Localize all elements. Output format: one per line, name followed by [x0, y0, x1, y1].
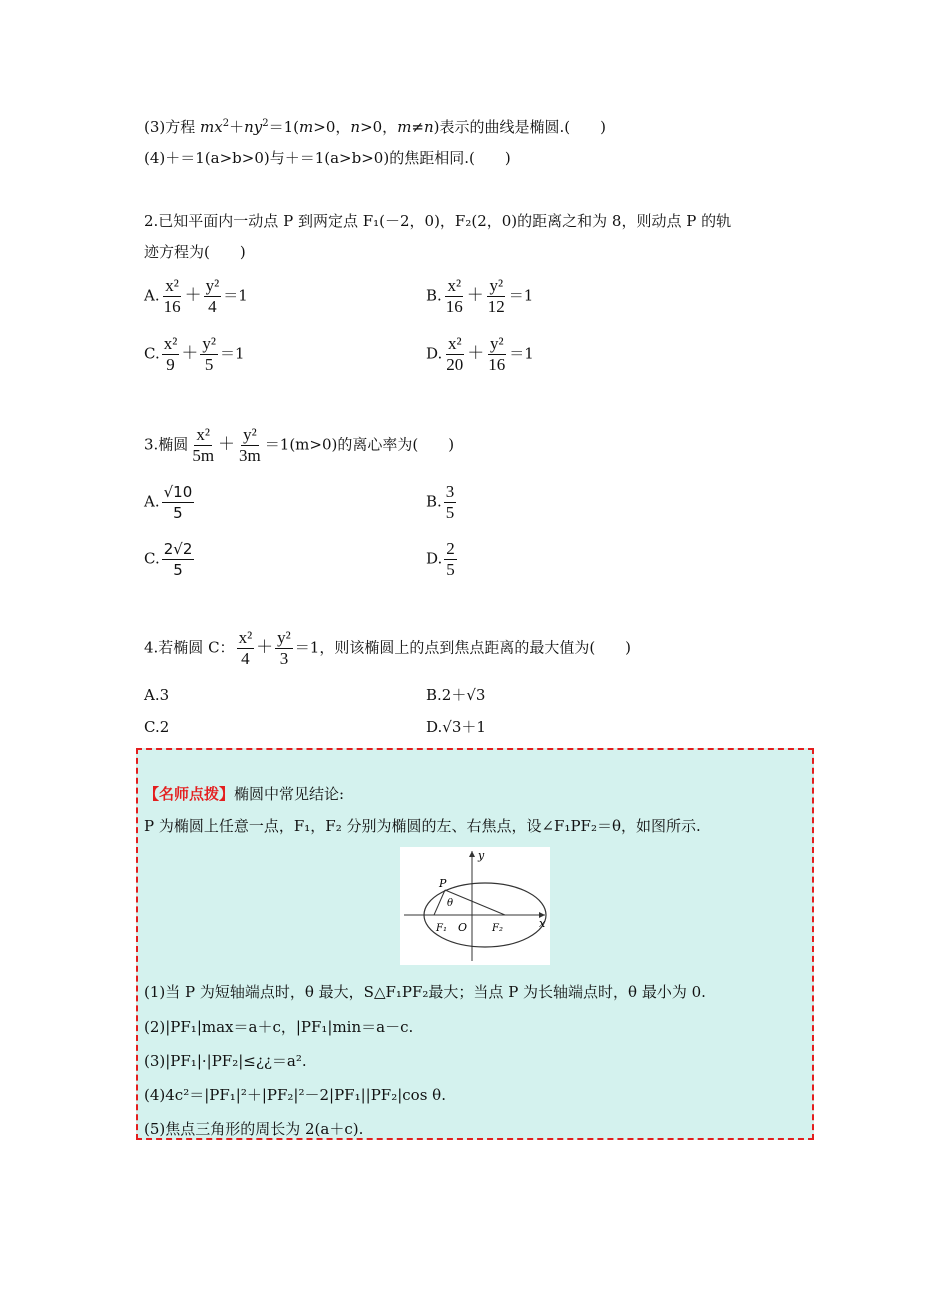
p-label: P — [439, 877, 447, 890]
q3-option-b[interactable]: B. $\frac{3}{5}$ — [426, 482, 455, 522]
ellipse-figure — [400, 847, 550, 965]
fraction: $\frac{\text{y²}}{3}$ — [277, 628, 291, 668]
fraction: $\frac{\text{x²}}{20}$ — [446, 334, 464, 374]
q2-option-c[interactable]: C. $\frac{\text{x²}}{9}$ ＋ $\frac{\text{y²}}{5}$ ＝1 — [144, 334, 245, 374]
fraction: $\frac{\text{y²}}{16}$ — [488, 334, 506, 374]
o-label: O — [458, 921, 468, 934]
fraction: $\frac{2}{5}$ — [446, 539, 455, 579]
q2-option-d[interactable]: D. $\frac{\text{x²}}{20}$ ＋ $\frac{\text{y²}}{16}$ ＝1 — [426, 334, 534, 374]
tip-heading: 【名师点拨】椭圆中常见结论: — [144, 785, 345, 803]
q4-option-d[interactable]: D.√3＋1 — [426, 718, 486, 736]
x-label: x — [539, 917, 546, 930]
q4-stem: 4.若椭圆 C： $\frac{\text{x²}}{4}$ ＋ $\frac{\text{y²}}{3}$ ＝1，则该椭圆上的点到焦点距离的最大值为( ) — [144, 628, 632, 668]
ellipse-diagram — [400, 847, 550, 965]
tip-tag: 【名师点拨】 — [144, 785, 235, 803]
fraction: $\frac{3}{5}$ — [445, 482, 455, 522]
y-label: y — [478, 849, 485, 862]
fraction: $\frac{\text{y²}}{5}$ — [202, 334, 216, 374]
tip-point-1: (1)当 P 为短轴端点时，θ 最大，S△F₁PF₂最大；当点 P 为长轴端点时，θ 最小为 0. — [144, 983, 706, 1001]
tip-point-4: (4)4c²＝|PF₁|²＋|PF₂|²－2|PF₁||PF₂|cos θ. — [144, 1086, 446, 1104]
fraction: $\frac{\text{x²}}{5m}$ — [192, 425, 215, 465]
fraction: $\frac{√10}{5}$ — [163, 483, 193, 522]
fraction: $\frac{\text{x²}}{9}$ — [163, 334, 178, 374]
q2-option-a[interactable]: A. $\frac{\text{x²}}{16}$ ＋ $\frac{\text{y²}}{4}$ ＝1 — [144, 276, 248, 316]
q3-option-c[interactable]: C. $\frac{2√2}{5}$ — [144, 540, 193, 579]
tip-point-5: (5)焦点三角形的周长为 2(a＋c). — [144, 1120, 364, 1138]
q3-stem: 3.椭圆 $\frac{\text{x²}}{5m}$ ＋ $\frac{\text{y²}}{3m}$ ＝1(m>0)的离心率为( ) — [144, 425, 455, 465]
q1-item3: (3)方程 $mx^2+ny^2=1(m>0$，n>0，m≠n)表示的曲线是椭圆.( ) — [144, 118, 607, 136]
fraction: $\frac{\text{x²}}{16}$ — [163, 276, 181, 316]
q2-option-b[interactable]: B. $\frac{\text{x²}}{16}$ ＋ $\frac{\text{y²}}{12}$ ＝1 — [426, 276, 534, 316]
tip-point-2: (2)|PF₁|max＝a＋c，|PF₁|min＝a－c. — [144, 1018, 414, 1036]
theta-label: θ — [447, 898, 454, 909]
q2-stem-line1: 2.已知平面内一动点 P 到两定点 F₁(－2，0)，F₂(2，0)的距离之和为 8，则动点 P 的轨 — [144, 212, 732, 230]
q4-option-a[interactable]: A.3 — [144, 686, 170, 704]
fraction: $\frac{\text{y²}}{4}$ — [205, 276, 220, 316]
f2-label: F₂ — [492, 923, 503, 934]
q3-option-a[interactable]: A. $\frac{√10}{5}$ — [144, 483, 193, 522]
pf2-segment — [445, 890, 505, 915]
fraction: $\frac{\text{x²}}{4}$ — [238, 628, 253, 668]
fraction: $\frac{\text{x²}}{16}$ — [445, 276, 463, 316]
fraction: $\frac{\text{y²}}{12}$ — [487, 276, 505, 316]
fraction: $\frac{2√2}{5}$ — [163, 540, 193, 579]
tip-point-3: (3)|PF₁|·|PF₂|≤¿¿＝a². — [144, 1052, 307, 1070]
q4-option-b[interactable]: B.2＋√3 — [426, 686, 486, 704]
y-axis-arrow — [469, 851, 475, 857]
f1-label: F₁ — [436, 923, 447, 934]
q4-option-c[interactable]: C.2 — [144, 718, 170, 736]
q2-stem-line2: 迹方程为( ) — [144, 243, 246, 261]
fraction: $\frac{\text{y²}}{3m}$ — [239, 425, 261, 465]
q3-option-d[interactable]: D. $\frac{2}{5}$ — [426, 539, 455, 579]
tip-intro: P 为椭圆上任意一点，F₁，F₂ 分别为椭圆的左、右焦点，设∠F₁PF₂＝θ，如图所示. — [144, 817, 701, 835]
q1-item4: (4)＋＝1(a>b>0)与＋＝1(a>b>0)的焦距相同.( ) — [144, 149, 511, 167]
